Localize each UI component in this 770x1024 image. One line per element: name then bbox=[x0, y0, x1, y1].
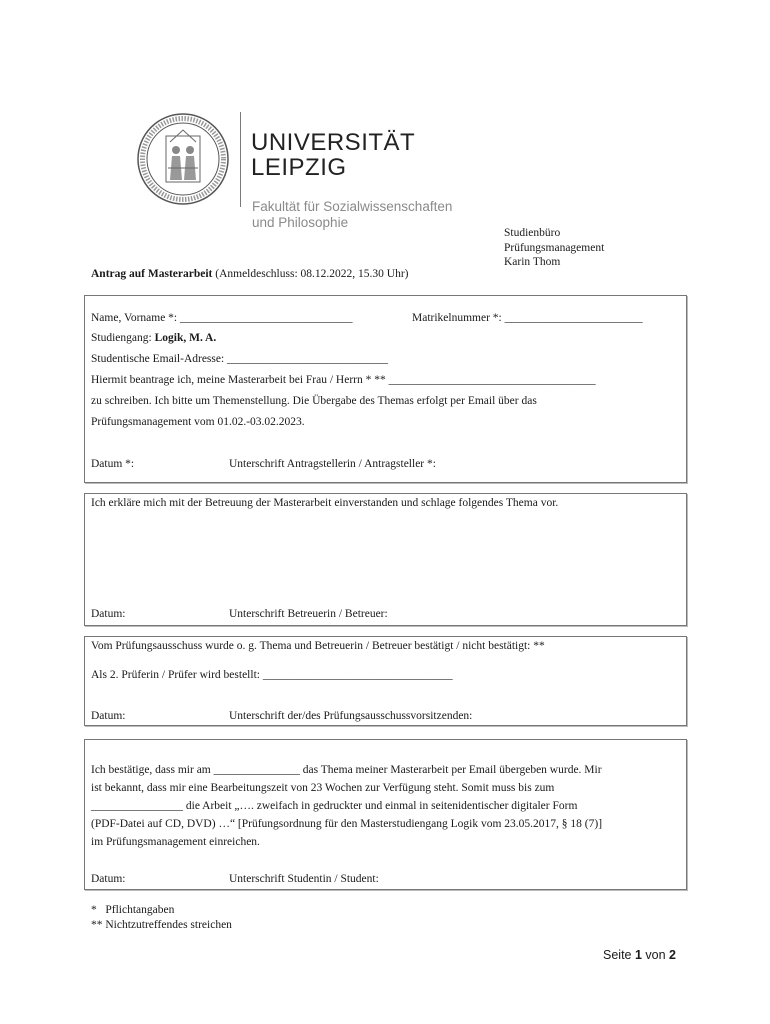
confirmation-line-5: im Prüfungsmanagement einreichen. bbox=[91, 836, 260, 848]
name-field[interactable]: Name, Vorname *: ______________________________ bbox=[91, 312, 353, 324]
topic-request-line: zu schreiben. Ich bitte um Themenstellung. Die Übergabe des Themas erfolgt per Email über das bbox=[91, 395, 537, 407]
supervisor-signature-label: Unterschrift Betreuerin / Betreuer: bbox=[229, 608, 388, 620]
committee-statement: Vom Prüfungsausschuss wurde o. g. Thema und Betreuerin / Betreuer bestätigt / nicht bestätigt: ** bbox=[91, 640, 545, 652]
form-title bbox=[91, 268, 408, 280]
second-examiner-field[interactable]: Als 2. Prüferin / Prüfer wird bestellt: _________________________________ bbox=[91, 669, 453, 681]
confirmation-line-4: (PDF-Datei auf CD, DVD) …“ [Prüfungsordnung für den Masterstudiengang Logik vom 23.05.2017, § 18 (7)] bbox=[91, 818, 603, 830]
confirmation-line-2: ist bekannt, dass mir eine Bearbeitungszeit von 23 Wochen zur Verfügung steht. Somit muss bis zum bbox=[91, 782, 555, 794]
committee-signature-label: Unterschrift der/des Prüfungsausschussvorsitzenden: bbox=[229, 710, 473, 722]
university-name bbox=[251, 130, 415, 180]
university-name-line-1: UNIVERSITÄT bbox=[251, 129, 416, 156]
email-field[interactable]: Studentische Email-Adresse: ____________________________ bbox=[91, 353, 389, 365]
student-signature-label: Unterschrift Studentin / Student: bbox=[229, 873, 379, 885]
student-confirmation-box bbox=[84, 739, 687, 890]
header-divider bbox=[240, 112, 241, 207]
office-address bbox=[504, 226, 604, 270]
studiengang-label: Studiengang: bbox=[91, 332, 155, 344]
university-seal-icon bbox=[136, 112, 230, 206]
applicant-signature-label: Unterschrift Antragstellerin / Antragsteller *: bbox=[229, 458, 436, 470]
office-line-3: Karin Thom bbox=[504, 256, 561, 268]
studiengang-value: Logik, M. A. bbox=[154, 332, 217, 344]
form-title-bold: Antrag auf Masterarbeit bbox=[91, 268, 213, 280]
office-line-1: Studienbüro bbox=[504, 227, 561, 239]
page-prefix: Seite bbox=[603, 948, 635, 962]
form-title-deadline: (Anmeldeschluss: 08.12.2022, 15.30 Uhr) bbox=[212, 268, 409, 280]
confirmation-line-3: ________________ die Arbeit „…. zweifach in gedruckter und einmal in seitenidentischer digitaler Form bbox=[91, 800, 578, 812]
faculty-name bbox=[252, 199, 452, 231]
supervisor-statement: Ich erkläre mich mit der Betreuung der Masterarbeit einverstanden und schlage folgendes Thema vor. bbox=[91, 497, 559, 509]
committee-date-label: Datum: bbox=[91, 710, 126, 722]
supervisor-box bbox=[84, 493, 687, 626]
student-date-label: Datum: bbox=[91, 873, 126, 885]
supervisor-date-label: Datum: bbox=[91, 608, 126, 620]
page-total: 2 bbox=[669, 948, 676, 962]
matrikel-field[interactable]: Matrikelnummer *: ________________________ bbox=[412, 312, 643, 324]
applicant-date-label: Datum *: bbox=[91, 458, 135, 470]
faculty-name-line-2: und Philosophie bbox=[252, 215, 349, 230]
studiengang-line bbox=[91, 332, 216, 344]
footnotes bbox=[91, 903, 232, 932]
faculty-name-line-1: Fakultät für Sozialwissenschaften bbox=[252, 199, 453, 214]
page-middle: von bbox=[641, 948, 670, 962]
page-number bbox=[603, 948, 676, 962]
footnote-strike: ** Nichtzutreffendes streichen bbox=[91, 918, 232, 931]
handover-period-line: Prüfungsmanagement vom 01.02.-03.02.2023. bbox=[91, 416, 305, 428]
confirmation-line-1: Ich bestätige, dass mir am _______________ das Thema meiner Masterarbeit per Email übergeben wurde. Mir bbox=[91, 764, 602, 776]
university-name-line-2: LEIPZIG bbox=[251, 154, 347, 181]
footnote-required: * Pflichtangaben bbox=[91, 904, 175, 916]
supervisor-request-line[interactable]: Hiermit beantrage ich, meine Masterarbeit bei Frau / Herrn * ** ____________________________________ bbox=[91, 374, 596, 386]
office-line-2: Prüfungsmanagement bbox=[504, 241, 605, 254]
page-current: 1 bbox=[634, 948, 642, 962]
